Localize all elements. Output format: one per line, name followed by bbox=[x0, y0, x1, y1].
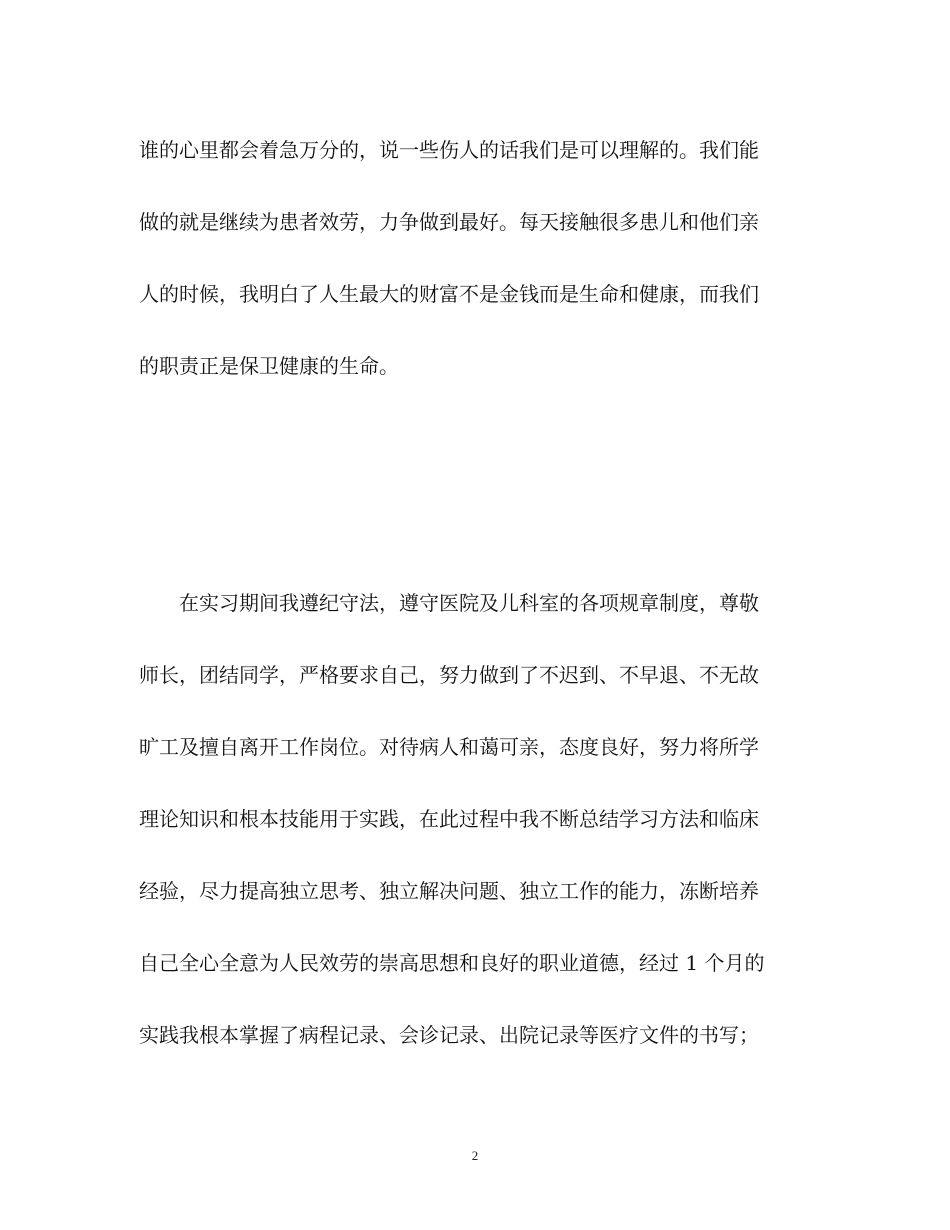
text-line: 人的时候，我明白了人生最大的财富不是金钱而是生命和健康，而我们 bbox=[139, 282, 759, 306]
text-line: 经验，尽力提高独立思考、独立解决问题、独立工作的能力，冻断培养 bbox=[139, 879, 759, 903]
paragraph-continuation bbox=[139, 114, 819, 402]
text-line: 在实习期间我遵纪守法，遵守医院及儿科室的各项规章制度，尊敬 bbox=[139, 591, 759, 615]
text-line: 旷工及擅自离开工作岗位。对待病人和蔼可亲，态度良好，努力将所学 bbox=[139, 735, 759, 759]
text-line: 谁的心里都会着急万分的，说一些伤人的话我们是可以理解的。我们能 bbox=[139, 138, 759, 162]
text-line: 实践我根本掌握了病程记录、会诊记录、出院记录等医疗文件的书写； bbox=[139, 1023, 759, 1047]
text-line: 的职责正是保卫健康的生命。 bbox=[139, 354, 399, 378]
page-number: 2 bbox=[471, 1148, 479, 1163]
text-line: 理论知识和根本技能用于实践，在此过程中我不断总结学习方法和临床 bbox=[139, 807, 759, 831]
text-line: 做的就是继续为患者效劳，力争做到最好。每天接触很多患儿和他们亲 bbox=[139, 210, 759, 234]
paragraph-internship-conduct bbox=[139, 567, 819, 1071]
text-line: 师长，团结同学，严格要求自己，努力做到了不迟到、不早退、不无故 bbox=[139, 663, 759, 687]
text-line: 自己全心全意为人民效劳的崇高思想和良好的职业道德，经过 1 个月的 bbox=[139, 951, 765, 975]
